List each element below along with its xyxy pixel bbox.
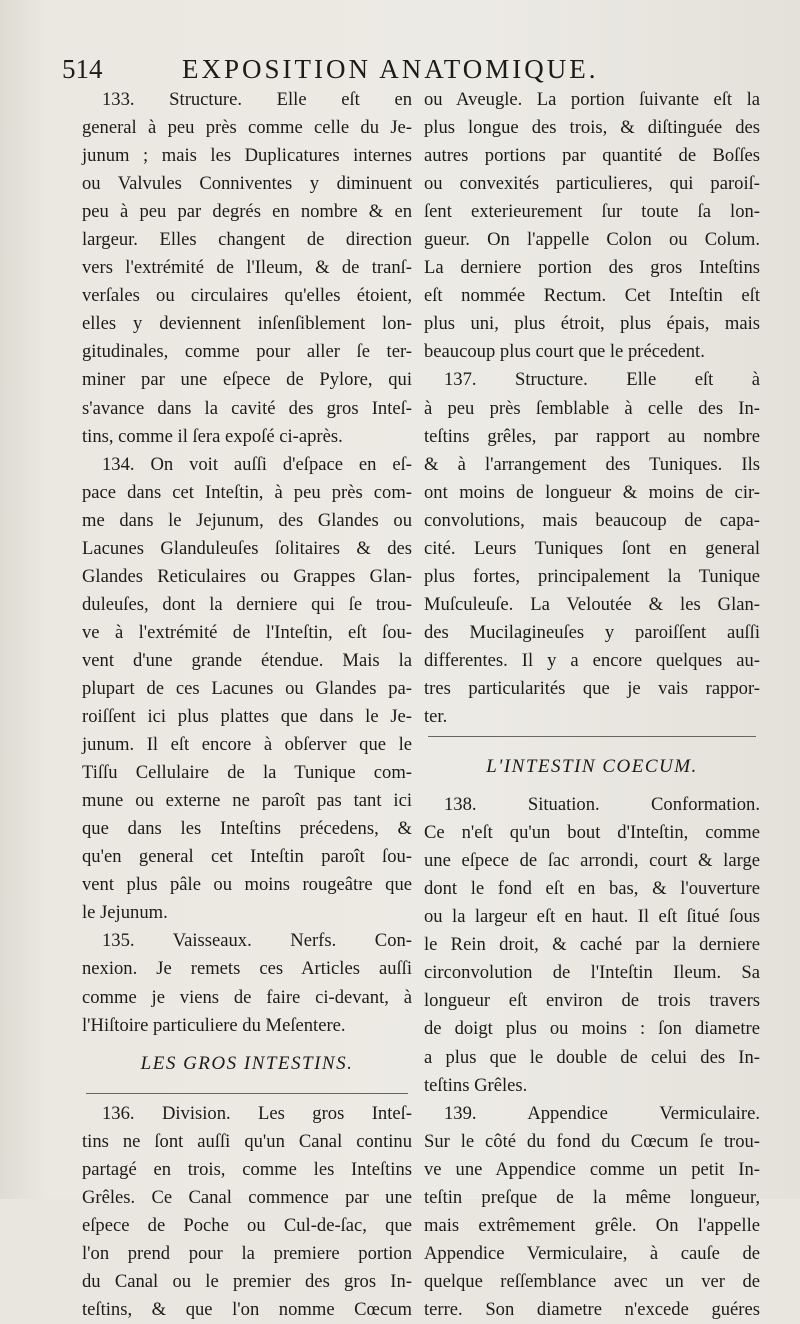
text-line: Glandes Reticulaires ou Grappes Glan- <box>82 565 412 587</box>
text-line: que dans les Inteſtins précedens, & <box>82 818 412 840</box>
text-line: ve à l'extrémité de l'Inteſtin, eſt ſou- <box>82 621 412 643</box>
text-line: ou Valvules Conniventes y diminuent <box>82 173 412 195</box>
text-line: le Jejunum. <box>82 902 168 924</box>
running-title: EXPOSITION ANATOMIQUE. <box>182 54 599 84</box>
text-line: teſtins, & que l'on nomme Cœcum <box>82 1298 412 1320</box>
text-line: du Canal ou le premier des gros In- <box>82 1270 412 1292</box>
text-line: teſtin preſque de la même longueur, <box>424 1186 760 1208</box>
text-line: à peu près ſemblable à celle des In- <box>424 397 760 419</box>
text-line: teſtins grêles, par rapport au nombre <box>424 425 760 447</box>
text-line: ou convexités particulieres, qui paroiſ- <box>424 173 760 195</box>
text-line: des Mucilagineuſes y paroiſſent auſſi <box>424 621 760 643</box>
text-line: 133. Structure. Elle eſt en <box>102 89 412 110</box>
text-line: general à peu près comme celle du Je- <box>82 117 412 139</box>
page-number: 514 <box>62 54 103 84</box>
text-line: terre. Son diametre n'excede guéres <box>424 1298 760 1320</box>
text-line: de doigt plus ou moins : ſon diametre <box>424 1018 760 1040</box>
text-line: Appendice Vermiculaire, à cauſe de <box>424 1242 760 1264</box>
text-line: tres particularités que je vais rappor- <box>424 677 760 699</box>
text-line: vent d'une grande étendue. Mais la <box>82 649 412 671</box>
text-line: ter. <box>424 706 448 728</box>
text-line: a plus que le double de celui des In- <box>424 1046 760 1068</box>
running-header <box>62 52 760 88</box>
text-line: pace dans cet Inteſtin, à peu près com- <box>82 481 412 503</box>
text-line: & à l'arrangement des Tuniques. Ils <box>424 453 760 475</box>
text-line: tins, comme il ſera expoſé ci-après. <box>82 425 343 447</box>
text-line: tins ne ſont auſſi qu'un Canal continu <box>82 1130 412 1152</box>
text-line: ont moins de longueur & moins de cir- <box>424 481 760 503</box>
text-line: ou la largeur eſt en haut. Il eſt ſitué ſous <box>424 906 760 928</box>
text-line: junum ; mais les Duplicatures internes <box>82 145 412 167</box>
right-column <box>424 86 760 1324</box>
text-line: differentes. Il y a encore quelques au- <box>424 649 760 671</box>
text-line: gueur. On l'appelle Colon ou Colum. <box>424 229 760 251</box>
text-line: comme je viens de faire ci-devant, à <box>82 986 412 1008</box>
text-line: ſent exterieurement ſur toute ſa lon- <box>424 201 760 223</box>
text-line: miner par une eſpece de Pylore, qui <box>82 369 412 391</box>
text-line: mune ou externe ne paroît pas tant ici <box>82 790 412 812</box>
text-line: vent plus pâle ou moins rougeâtre que <box>82 874 412 896</box>
text-line: Muſculeuſe. La Veloutée & les Glan- <box>424 593 760 615</box>
text-line: plus longue des trois, & diſtinguée des <box>424 117 760 139</box>
section-rule <box>424 731 760 743</box>
text-line: convolutions, mais beaucoup de capa- <box>424 509 760 531</box>
text-line: quelque reſſemblance avec un ver de <box>424 1270 760 1292</box>
text-line: mais extrêmement grêle. On l'appelle <box>424 1214 760 1236</box>
text-line: elles y deviennent inſenſiblement lon- <box>82 313 412 335</box>
text-line: junum. Il eſt encore à obſerver que le <box>82 734 412 756</box>
text-line: roiſſent ici plus plattes que dans le Je- <box>82 706 412 728</box>
text-line: largeur. Elles changent de direction <box>82 229 412 251</box>
text-line: La derniere portion des gros Inteſtins <box>424 257 760 279</box>
text-line: 135. Vaisseaux. Nerfs. Con- <box>102 930 412 952</box>
text-line: partagé en trois, comme les Inteſtins <box>82 1158 412 1180</box>
text-line: autres portions par quantité de Boſſes <box>424 145 760 167</box>
text-line: teſtins Grêles. <box>424 1074 528 1096</box>
section-heading: L'INTESTIN COECUM. <box>486 756 698 778</box>
text-line: circonvolution de l'Inteſtin Ileum. Sa <box>424 962 760 984</box>
text-line: eſpece de Poche ou Cul-de-ſac, que <box>82 1214 412 1236</box>
text-line: ou Aveugle. La portion ſuivante eſt la <box>424 89 760 110</box>
text-line: une eſpece de ſac arrondi, court & large <box>424 850 760 872</box>
text-line: plupart de ces Lacunes ou Glandes pa- <box>82 677 412 699</box>
text-line: Tiſſu Cellulaire de la Tunique com- <box>82 762 412 784</box>
text-line: 139. Appendice Vermiculaire. <box>444 1102 760 1124</box>
text-line: eſt nommée Rectum. Cet Inteſtin eſt <box>424 285 760 307</box>
text-line: ve une Appendice comme un petit In- <box>424 1158 760 1180</box>
text-line: vers l'extrémité de l'Ileum, & de tranſ- <box>82 257 412 279</box>
text-line: plus fortes, principalement la Tunique <box>424 565 760 587</box>
text-line: plus uni, plus étroit, plus épais, mais <box>424 313 760 335</box>
left-column <box>82 86 412 1324</box>
text-line: verſales ou circulaires qu'elles étoient, <box>82 285 412 307</box>
text-line: peu à peu par degrés en nombre & en <box>82 201 412 223</box>
text-line: me dans le Jejunum, des Glandes ou <box>82 509 412 531</box>
text-line: duleuſes, dont la derniere qui ſe trou- <box>82 593 412 615</box>
text-line: Ce n'eſt qu'un bout d'Inteſtin, comme <box>424 822 760 844</box>
text-line: Sur le côté du fond du Cœcum ſe trou- <box>424 1130 760 1152</box>
text-line: Lacunes Glanduleuſes ſolitaires & des <box>82 537 412 559</box>
section-heading: LES GROS INTESTINS. <box>140 1052 354 1074</box>
text-line: nexion. Je remets ces Articles auſſi <box>82 958 412 980</box>
text-line: s'avance dans la cavité des gros Inteſ- <box>82 397 412 419</box>
text-line: 136. Division. Les gros Inteſ- <box>102 1102 412 1124</box>
text-line: l'Hiſtoire particuliere du Meſentere. <box>82 1014 346 1036</box>
text-line: longueur eſt environ de trois travers <box>424 990 760 1012</box>
text-line: le Rein droit, & caché par la derniere <box>424 934 760 956</box>
text-line: cité. Leurs Tuniques ſont en general <box>424 537 760 559</box>
text-line: 134. On voit auſſi d'eſpace en eſ- <box>102 453 412 475</box>
text-line: beaucoup plus court que le précedent. <box>424 341 705 363</box>
section-rule <box>82 1088 412 1100</box>
text-line: gitudinales, comme pour aller ſe ter- <box>82 341 412 363</box>
text-line: qu'en general cet Inteſtin paroît ſou- <box>82 846 412 868</box>
text-line: Grêles. Ce Canal commence par une <box>82 1186 412 1208</box>
text-line: 138. Situation. Conformation. <box>444 794 760 816</box>
text-line: 137. Structure. Elle eſt à <box>444 369 760 391</box>
text-line: dont le fond eſt en bas, & l'ouverture <box>424 878 760 900</box>
text-line: l'on prend pour la premiere portion <box>82 1242 412 1264</box>
